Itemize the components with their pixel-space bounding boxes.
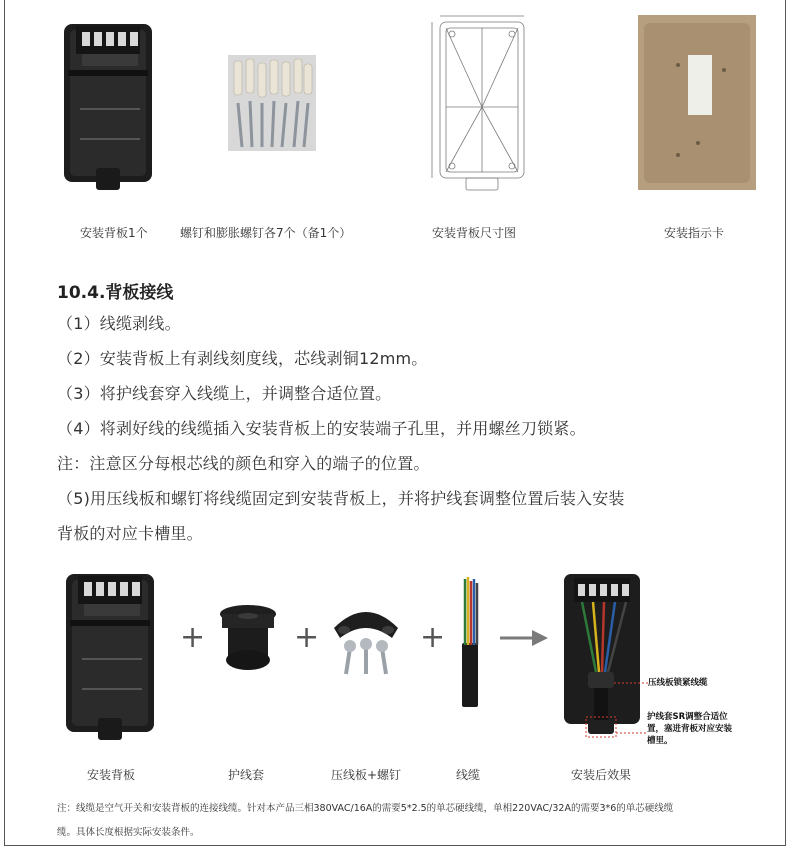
caption-backplate-2: 安装背板 xyxy=(87,768,136,782)
caption-screws: 螺钉和膨胀螺钉各7个（备1个） xyxy=(180,226,352,240)
caption-clamp-screws: 压线板+螺钉 xyxy=(331,768,402,782)
caption-cable: 线缆 xyxy=(456,768,481,782)
sleeve-leader-line xyxy=(616,730,646,736)
cable-sleeve-image xyxy=(218,604,278,676)
footer-note-line-1: 注：线缆是空气开关和安装背板的连接线缆。针对本产品三相380VAC/16A的需要5*2.5的单芯硬线缆，单相220VAC/32A的需要3*6的单芯硬线缆 xyxy=(57,803,674,814)
step-note: 注：注意区分每根芯线的颜色和穿入的端子的位置。 xyxy=(57,454,430,473)
step-4: （4）将剥好线的线缆插入安装背板上的安装端子孔里，并用螺丝刀锁紧。 xyxy=(57,419,586,438)
footer-note-line-2: 缆。具体长度根据实际安装条件。 xyxy=(57,827,200,838)
caption-dimension-drawing: 安装背板尺寸图 xyxy=(432,226,517,240)
installed-result-image xyxy=(562,572,642,752)
caption-cable-sleeve: 护线套 xyxy=(228,768,265,782)
caption-instruction-card: 安装指示卡 xyxy=(664,226,725,240)
cable-image xyxy=(456,575,486,710)
plus-sign-3: + xyxy=(420,620,446,655)
section-title: 10.4.背板接线 xyxy=(57,283,174,303)
clamp-leader-line xyxy=(614,680,648,686)
backplate-image xyxy=(60,18,156,193)
caption-backplate: 安装背板1个 xyxy=(80,226,148,240)
annotation-sleeve: 护线套SR调整合适位置，塞进背板对应安装槽里。 xyxy=(647,712,733,746)
step-1: （1）线缆剥线。 xyxy=(57,314,181,333)
caption-installed-result: 安装后效果 xyxy=(571,768,632,782)
plus-sign-1: + xyxy=(180,620,206,655)
annotation-clamp: 压线板锁紧线缆 xyxy=(648,678,708,688)
clamp-and-screws-image xyxy=(330,598,402,678)
step-3: （3）将护线套穿入线缆上，并调整合适位置。 xyxy=(57,384,392,403)
step-5-continued: 背板的对应卡槽里。 xyxy=(57,524,203,543)
backplate-image-2 xyxy=(62,568,158,743)
plus-sign-2: + xyxy=(294,620,320,655)
dimension-drawing xyxy=(428,12,536,197)
instruction-card-image xyxy=(638,15,756,190)
step-2: （2）安装背板上有剥线刻度线，芯线剥铜12mm。 xyxy=(57,349,428,368)
step-5: （5)用压线板和螺钉将线缆固定到安装背板上，并将护线套调整位置后装入安装 xyxy=(57,489,625,508)
screws-image xyxy=(228,55,316,151)
arrow-right-icon xyxy=(500,628,548,648)
